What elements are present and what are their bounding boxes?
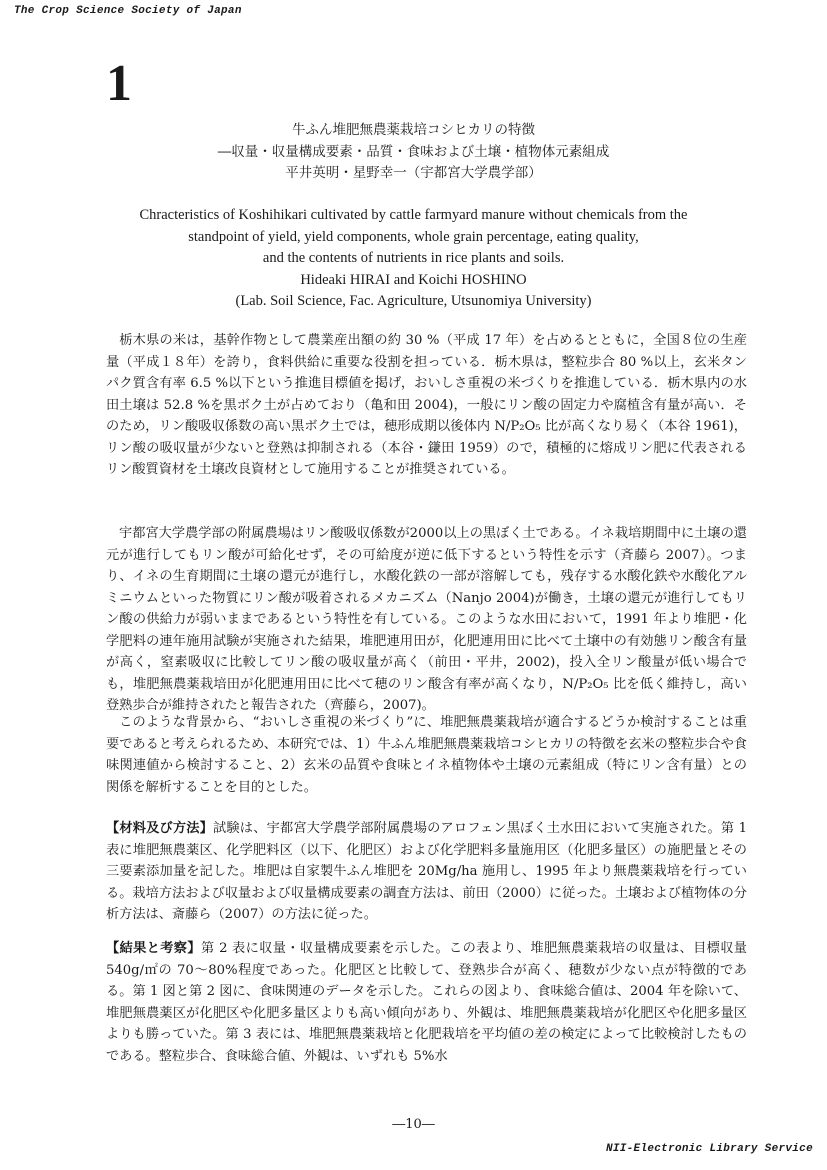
title-ja-line2: ―収量・収量構成要素・品質・食味および土壌・植物体元素組成 bbox=[217, 144, 610, 160]
results-heading: 【結果と考察】 bbox=[106, 941, 201, 956]
results-text: 第 2 表に収量・収量構成要素を示した。この表より、堆肥無農薬栽培の収量は、目標収量 540g/㎡の 70〜80%程度であった。化肥区と比較して、登熟歩合が高く、穂数が少ない点が特徴的である。第 1 図と第 2 図に、食味関連のデータを示した。これらの図より、食味総合値は、2004 年を除いて、堆肥無農薬区が化肥区や化肥多量区よりも高い傾向があり、外観は、堆肥無農薬栽培が化肥区や化肥多量区よりも勝っていた。第 3 表には、堆肥無農薬栽培と化肥栽培を平均値の差の検定によって比較検討したものである。整粒歩合、食味総合値、外観は、いずれも 5%水 bbox=[106, 941, 747, 1064]
results-section bbox=[106, 938, 747, 1067]
page-number: ―10― bbox=[392, 1117, 435, 1132]
affiliation-en: (Lab. Soil Science, Fac. Agriculture, Utsunomiya University) bbox=[235, 293, 592, 309]
methods-heading: 【材料及び方法】 bbox=[106, 821, 214, 836]
intro-p3-text: このような背景から、“おいしさ重視の米づくり”に、堆肥無農薬栽培が適合するどうか検討することは重要であると考えられるため、本研究では、1）牛ふん堆肥無農薬栽培コシヒカリの特徴を玄米の整粒歩合や食味関連値から検討すること、2）玄米の品質や食味とイネ植物体や土壌の元素組成（特にリン含有量）との関係を解析することを目的とした。 bbox=[106, 715, 747, 795]
intro-p2-text: 宇都宮大学農学部の附属農場はリン酸吸収係数が2000以上の黒ぼく土である。イネ栽培期間中に土壌の還元が進行してもリン酸が可給化せず，その可給度が逆に低下するという特性を示す（斉藤ら 2007）。つまり、イネの生育期間に土壌の還元が進行し，水酸化鉄の一部が溶解しても，残存する水酸化鉄や水酸化アルミニウムといった物質にリン酸が吸着されるメカニズム（Nanjo 2004)が働き，土壌の還元が進行してもリン酸の供給力が弱いままであるという特性を有している。このような水田において，1991 年より堆肥・化学肥料の連年施用試験が実施された結果，堆肥連用田が，化肥連用田に比べて土壌中の有効態リン酸含有量が高く，窒素吸収に比較してリン酸の吸収量が高く（前田・平井，2002)，投入全リン酸量が低い場合でも，堆肥無農薬栽培田が化肥連用田に比べて穂のリン酸含有率が高くなり，N/P₂O₅ 比を低く維持し，高い登熟歩合が維持されたと報告された（齊藤ら，2007)。 bbox=[106, 526, 747, 713]
intro-paragraph-1 bbox=[106, 330, 747, 481]
society-header: The Crop Science Society of Japan bbox=[14, 5, 242, 17]
title-en-line1: Chracteristics of Koshihikari cultivated by cattle farmyard manure without chemicals from the bbox=[139, 207, 688, 223]
authors-ja: 平井英明・星野幸一（宇都宮大学農学部） bbox=[285, 165, 542, 181]
authors-en: Hideaki HIRAI and Koichi HOSHINO bbox=[300, 272, 527, 288]
methods-text: 試験は、宇都宮大学農学部附属農場のアロフェン黒ぼく土水田において実施された。第 1 表に堆肥無農薬区、化学肥料区（以下、化肥区）および化学肥料多量施用区（化肥多量区）の施肥量とその三要素添加量を記した。堆肥は自家製牛ふん堆肥を 20Mg/ha 施用し、1995 年より無農薬栽培を行っている。栽培方法および収量および収量構成要素の調査方法は、前田（2000）に従った。土壌および植物体の分析方法は、斎藤ら（2007）の方法に従った。 bbox=[106, 821, 747, 922]
paper-number: 1 bbox=[106, 55, 132, 112]
methods-section bbox=[106, 818, 747, 926]
title-en-line3: and the contents of nutrients in rice plants and soils. bbox=[262, 250, 565, 266]
intro-paragraph-2 bbox=[106, 523, 747, 717]
intro-p1-text: 栃木県の米は，基幹作物として農業産出額の約 30 %（平成 17 年）を占めるとともに，全国８位の生産量（平成１８年）を誇り，食料供給に重要な役割を担っている．栃木県は，整粒歩合 80 %以上，玄米タンパク質含有率 6.5 %以下という推進目標値を掲げ，おいしさ重視の米づくりを推進している．栃木県内の水田土壌は 52.8 %を黒ボク土が占めており（亀和田 2004)，一般にリン酸の固定力や腐植含有量が高い．そのため，リン酸吸収係数の高い黒ボク土では，穂形成期以後体内 N/P₂O₅ 比が高くなり易く（本谷 1961)，リン酸の吸収量が少ないと登熟は抑制される（本谷・鎌田 1959）ので，積極的に熔成リン肥に代表されるリン酸質資材を土壌改良資材として施用することが推奨されている。 bbox=[106, 333, 747, 477]
intro-paragraph-3 bbox=[106, 712, 747, 798]
library-footer: NII-Electronic Library Service bbox=[605, 1143, 813, 1155]
title-ja-line1: 牛ふん堆肥無農薬栽培コシヒカリの特徴 bbox=[292, 122, 535, 138]
title-en-line2: standpoint of yield, yield components, whole grain percentage, eating quality, bbox=[188, 229, 639, 245]
